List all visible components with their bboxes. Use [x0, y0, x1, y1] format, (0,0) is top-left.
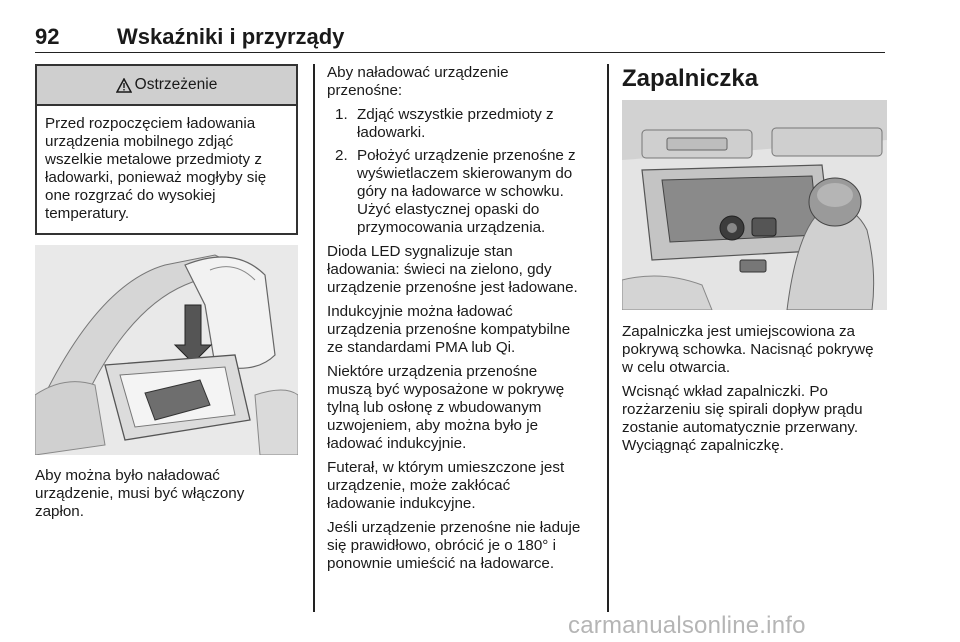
text-line: Niektóre urządzenia przenośne — [327, 363, 538, 380]
text-line: przenośne: — [327, 82, 403, 99]
cigarette-lighter-illustration — [622, 100, 887, 310]
standards-paragraph — [327, 303, 595, 357]
text-line: Futerał, w którym umieszczone jest — [327, 459, 565, 476]
text-line: przymocowania urządzenia. — [357, 219, 546, 236]
rotate-paragraph — [327, 519, 595, 573]
lighter-usage-paragraph — [622, 383, 887, 455]
wireless-charger-illustration — [35, 245, 298, 455]
section-title: Zapalniczka — [622, 65, 759, 92]
text-line: muszą być wyposażone w pokrywę — [327, 381, 565, 398]
led-paragraph — [327, 243, 595, 297]
text-line: pokrywą schowka. Nacisnąć pokrywę — [622, 341, 874, 358]
text-line: w celu otwarcia. — [622, 359, 731, 376]
text-line: ponownie umieścić na ładowarce. — [327, 555, 555, 572]
text-line: Użyć elastycznej opaski do — [357, 201, 540, 218]
text-line: urządzenie, może zakłócać — [327, 477, 511, 494]
list-item — [327, 106, 595, 142]
page-header — [35, 22, 885, 53]
text-line: ze standardami PMA lub Qi. — [327, 339, 516, 356]
text-line: Położyć urządzenie przenośne z — [357, 147, 576, 164]
warning-header — [37, 66, 296, 106]
text-line: ładowanie indukcyjne. — [327, 495, 476, 512]
column-divider-2 — [607, 64, 609, 612]
text-line: wyświetlaczem skierowanym do — [357, 165, 573, 182]
text-line: tylną lub osłonę z wbudowanym — [327, 399, 542, 416]
text-line: ładować indukcyjnie. — [327, 435, 467, 452]
warning-line: ładowarki, ponieważ mogłyby się — [45, 169, 267, 186]
column-3 — [622, 64, 887, 461]
warning-line: temperatury. — [45, 205, 130, 222]
text-line: ładowarki. — [357, 124, 426, 141]
text-line: góry na ładowarce w schowku. — [357, 183, 564, 200]
watermark: carmanualsonline.info — [568, 612, 806, 639]
step-number: 2. — [335, 147, 348, 164]
cover-paragraph — [327, 363, 595, 453]
case-paragraph — [327, 459, 595, 513]
list-item — [327, 147, 595, 237]
text-line: Zapalniczka jest umiejscowiona za — [622, 323, 855, 340]
lighter-location-paragraph — [622, 323, 887, 377]
warning-line: wszelkie metalowe przedmioty z — [45, 151, 262, 168]
warning-line: Przed rozpoczęciem ładowania — [45, 115, 256, 132]
text-line: urządzenie, musi być włączony — [35, 485, 245, 502]
warning-text — [37, 106, 296, 233]
warning-line: urządzenia mobilnego zdjąć — [45, 133, 234, 150]
page-number: 92 — [35, 24, 60, 49]
text-line: zostanie automatycznie przerwany. — [622, 419, 859, 436]
column-1 — [35, 64, 298, 521]
step-number: 1. — [335, 106, 348, 123]
ignition-paragraph — [35, 467, 298, 521]
charging-steps — [327, 106, 595, 237]
charging-intro — [327, 64, 595, 100]
text-line: Jeśli urządzenie przenośne nie ładuje — [327, 519, 581, 536]
text-line: rozżarzeniu się spirali dopływ prądu — [622, 401, 863, 418]
running-title: Wskaźniki i przyrządy — [117, 24, 345, 49]
text-line: Aby można było naładować — [35, 467, 220, 484]
text-line: Aby naładować urządzenie — [327, 64, 509, 81]
text-line: Dioda LED sygnalizuje stan — [327, 243, 513, 260]
text-line: zapłon. — [35, 503, 84, 520]
text-line: Zdjąć wszystkie przedmioty z — [357, 106, 554, 123]
text-line: urządzenia przenośne kompatybilne — [327, 321, 571, 338]
column-2 — [327, 64, 595, 579]
warning-box — [35, 64, 298, 235]
text-line: Wyciągnąć zapalniczkę. — [622, 437, 784, 454]
warning-title: Ostrzeżenie — [134, 76, 218, 93]
text-line: Indukcyjnie można ładować — [327, 303, 513, 320]
column-divider-1 — [313, 64, 315, 612]
text-line: urządzenie przenośne jest ładowane. — [327, 279, 578, 296]
text-line: ładowania: świeci na zielono, gdy — [327, 261, 552, 278]
text-line: uzwojeniem, aby można było je — [327, 417, 539, 434]
warning-triangle-icon — [116, 78, 132, 93]
text-line: Wcisnąć wkład zapalniczki. Po — [622, 383, 828, 400]
text-line: się prawidłowo, obrócić je o 180° i — [327, 537, 556, 554]
warning-line: one rozgrzać do wysokiej — [45, 187, 216, 204]
